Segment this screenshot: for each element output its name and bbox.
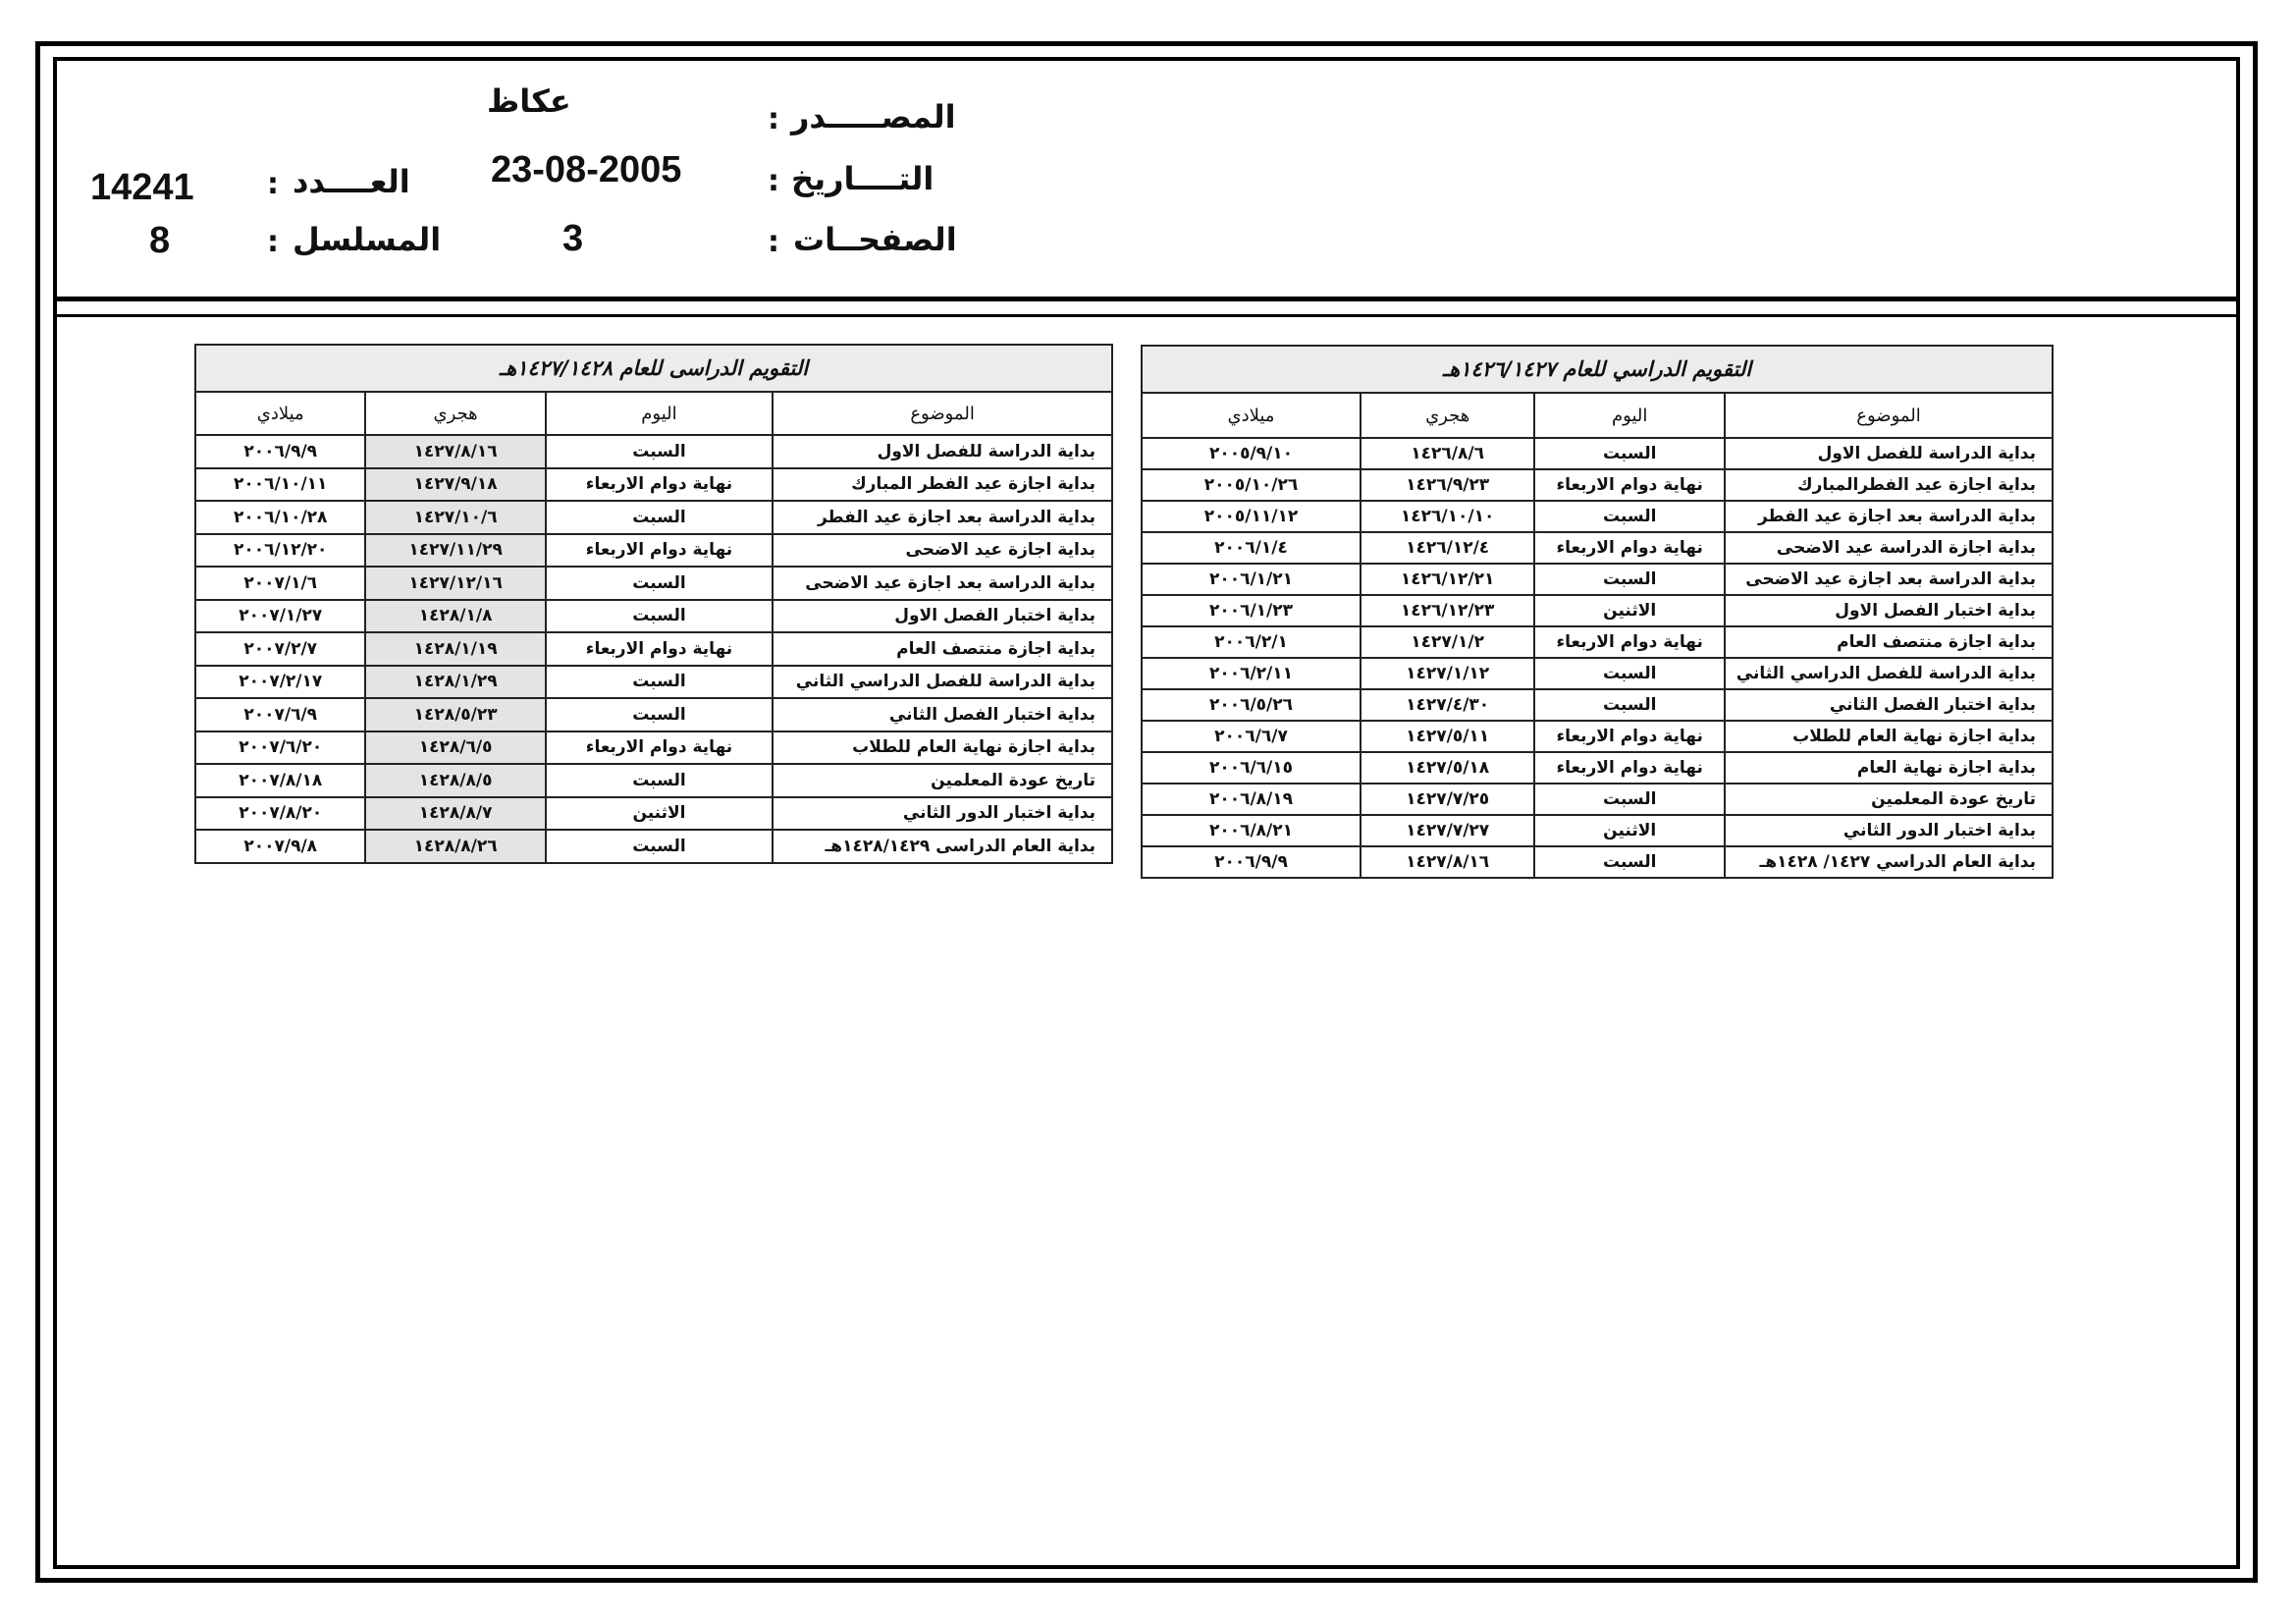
header-divider-thin <box>53 314 2240 317</box>
cell-hijri: ١٤٢٧/٤/٣٠ <box>1361 689 1534 721</box>
cell-day: الاثنين <box>546 797 773 831</box>
cell-hijri: ١٤٢٨/١/٢٩ <box>365 666 545 699</box>
cell-subject: بداية الدراسة للفصل الاول <box>773 435 1112 468</box>
cell-hijri: ١٤٢٧/٧/٢٧ <box>1361 815 1534 846</box>
cell-day: السبت <box>1534 846 1725 878</box>
table-row <box>195 698 1112 731</box>
cell-hijri: ١٤٢٨/٦/٥ <box>365 731 545 765</box>
table-row <box>1142 721 2053 752</box>
table-row <box>1142 564 2053 595</box>
serial-colon: : <box>267 225 279 259</box>
table-row <box>195 534 1112 568</box>
cell-gregorian: ٢٠٠٦/١/٢١ <box>1142 564 1361 595</box>
cell-gregorian: ٢٠٠٧/٨/١٨ <box>195 764 365 797</box>
cell-day: السبت <box>546 501 773 534</box>
cell-day: السبت <box>1534 784 1725 815</box>
serial-label: المسلسل <box>293 221 442 258</box>
cell-subject: بداية اختبار الفصل الاول <box>773 600 1112 633</box>
table-row <box>1142 689 2053 721</box>
column-header-hijri: هجري <box>1361 393 1534 438</box>
calendar-table-1427-1428 <box>194 344 1113 864</box>
cell-gregorian: ٢٠٠٧/٢/٧ <box>195 632 365 666</box>
cell-day: السبت <box>546 567 773 600</box>
table-title: التقويم الدراسى للعام ١٤٢٧/١٤٢٨هـ <box>195 345 1112 392</box>
cell-gregorian: ٢٠٠٦/١٠/١١ <box>195 468 365 502</box>
column-header-gregorian: ميلادي <box>1142 393 1361 438</box>
table-row <box>1142 626 2053 658</box>
cell-subject: بداية العام الدراسى ١٤٢٨/١٤٢٩هـ <box>773 830 1112 863</box>
table-row <box>1142 784 2053 815</box>
cell-gregorian: ٢٠٠٦/٢/١ <box>1142 626 1361 658</box>
cell-hijri: ١٤٢٨/٨/٢٦ <box>365 830 545 863</box>
cell-subject: بداية الدراسة للفصل الدراسي الثاني <box>773 666 1112 699</box>
cell-subject: بداية الدراسة بعد اجازة عيد الاضحى <box>1725 564 2053 595</box>
cell-subject: بداية اختبار الدور الثاني <box>1725 815 2053 846</box>
table-row <box>195 666 1112 699</box>
cell-subject: تاريخ عودة المعلمين <box>773 764 1112 797</box>
table-row <box>195 764 1112 797</box>
cell-day: السبت <box>1534 658 1725 689</box>
table-row <box>1142 595 2053 626</box>
cell-gregorian: ٢٠٠٦/١٢/٢٠ <box>195 534 365 568</box>
cell-gregorian: ٢٠٠٥/٩/١٠ <box>1142 438 1361 469</box>
cell-day: السبت <box>1534 438 1725 469</box>
cell-gregorian: ٢٠٠٥/١٠/٢٦ <box>1142 469 1361 501</box>
cell-gregorian: ٢٠٠٦/٥/٢٦ <box>1142 689 1361 721</box>
table-row <box>195 632 1112 666</box>
cell-gregorian: ٢٠٠٧/١/٢٧ <box>195 600 365 633</box>
cell-subject: بداية الدراسة للفصل الدراسي الثاني <box>1725 658 2053 689</box>
cell-gregorian: ٢٠٠٧/٩/٨ <box>195 830 365 863</box>
issue-label: العــــدد <box>293 163 410 200</box>
cell-gregorian: ٢٠٠٦/٨/٢١ <box>1142 815 1361 846</box>
source-colon: : <box>768 102 779 136</box>
cell-gregorian: ٢٠٠٧/٦/٢٠ <box>195 731 365 765</box>
cell-hijri: ١٤٢٧/٥/١١ <box>1361 721 1534 752</box>
cell-hijri: ١٤٢٧/١٢/١٦ <box>365 567 545 600</box>
cell-day: الاثنين <box>1534 595 1725 626</box>
cell-gregorian: ٢٠٠٦/٨/١٩ <box>1142 784 1361 815</box>
cell-hijri: ١٤٢٧/٥/١٨ <box>1361 752 1534 784</box>
table-row <box>195 435 1112 468</box>
cell-gregorian: ٢٠٠٦/٦/١٥ <box>1142 752 1361 784</box>
table-row <box>1142 815 2053 846</box>
table-row <box>1142 501 2053 532</box>
cell-subject: بداية اجازة عيد الفطرالمبارك <box>1725 469 2053 501</box>
cell-gregorian: ٢٠٠٦/٩/٩ <box>1142 846 1361 878</box>
cell-hijri: ١٤٢٦/٨/٦ <box>1361 438 1534 469</box>
table-row <box>1142 469 2053 501</box>
table-row <box>1142 846 2053 878</box>
cell-hijri: ١٤٢٧/٧/٢٥ <box>1361 784 1534 815</box>
cell-day: السبت <box>546 830 773 863</box>
table-row <box>1142 658 2053 689</box>
table-row <box>1142 438 2053 469</box>
cell-day: نهاية دوام الاربعاء <box>1534 721 1725 752</box>
cell-subject: بداية اختبار الفصل الثاني <box>1725 689 2053 721</box>
table-row <box>195 567 1112 600</box>
table-row <box>195 830 1112 863</box>
column-header-hijri: هجري <box>365 392 545 435</box>
column-header-day: اليوم <box>1534 393 1725 438</box>
date-label: التــــاريخ <box>791 160 934 197</box>
cell-gregorian: ٢٠٠٦/٢/١١ <box>1142 658 1361 689</box>
cell-hijri: ١٤٢٨/٨/٥ <box>365 764 545 797</box>
cell-gregorian: ٢٠٠٦/١/٤ <box>1142 532 1361 564</box>
table-row <box>195 600 1112 633</box>
cell-day: نهاية دوام الاربعاء <box>1534 626 1725 658</box>
cell-hijri: ١٤٢٧/١٠/٦ <box>365 501 545 534</box>
date-colon: : <box>768 164 779 198</box>
cell-gregorian: ٢٠٠٦/١/٢٣ <box>1142 595 1361 626</box>
cell-day: نهاية دوام الاربعاء <box>1534 469 1725 501</box>
cell-subject: بداية الدراسة بعد اجازة عيد الفطر <box>773 501 1112 534</box>
table-row <box>1142 532 2053 564</box>
table-title: التقويم الدراسي للعام ١٤٢٦/١٤٢٧هـ <box>1142 346 2053 393</box>
cell-subject: بداية اختبار الفصل الاول <box>1725 595 2053 626</box>
cell-day: السبت <box>546 435 773 468</box>
cell-subject: بداية اختبار الدور الثاني <box>773 797 1112 831</box>
cell-hijri: ١٤٢٨/٥/٢٣ <box>365 698 545 731</box>
cell-gregorian: ٢٠٠٧/٦/٩ <box>195 698 365 731</box>
cell-gregorian: ٢٠٠٥/١١/١٢ <box>1142 501 1361 532</box>
cell-subject: بداية اجازة نهاية العام <box>1725 752 2053 784</box>
cell-hijri: ١٤٢٦/١٢/٤ <box>1361 532 1534 564</box>
cell-day: نهاية دوام الاربعاء <box>1534 532 1725 564</box>
cell-hijri: ١٤٢٧/٨/١٦ <box>1361 846 1534 878</box>
column-header-subject: الموضوع <box>1725 393 2053 438</box>
cell-gregorian: ٢٠٠٦/١٠/٢٨ <box>195 501 365 534</box>
table-row <box>195 501 1112 534</box>
cell-gregorian: ٢٠٠٧/٢/١٧ <box>195 666 365 699</box>
cell-gregorian: ٢٠٠٦/٩/٩ <box>195 435 365 468</box>
cell-day: الاثنين <box>1534 815 1725 846</box>
column-header-day: اليوم <box>546 392 773 435</box>
header-divider <box>53 297 2240 301</box>
cell-hijri: ١٤٢٦/١٢/٢٣ <box>1361 595 1534 626</box>
cell-day: نهاية دوام الاربعاء <box>546 731 773 765</box>
cell-hijri: ١٤٢٧/١/١٢ <box>1361 658 1534 689</box>
serial-value: 8 <box>149 220 171 261</box>
table-row <box>195 797 1112 831</box>
cell-subject: بداية اجازة منتصف العام <box>1725 626 2053 658</box>
cell-subject: بداية العام الدراسي ١٤٢٧/ ١٤٢٨هـ <box>1725 846 2053 878</box>
cell-subject: بداية الدراسة بعد اجازة عيد الاضحى <box>773 567 1112 600</box>
cell-day: نهاية دوام الاربعاء <box>546 468 773 502</box>
cell-hijri: ١٤٢٨/١/١٩ <box>365 632 545 666</box>
cell-subject: تاريخ عودة المعلمين <box>1725 784 2053 815</box>
cell-day: السبت <box>1534 501 1725 532</box>
cell-gregorian: ٢٠٠٧/١/٦ <box>195 567 365 600</box>
pages-value: 3 <box>562 218 584 259</box>
cell-subject: بداية اجازة عيد الفطر المبارك <box>773 468 1112 502</box>
source-value: عكاظ <box>487 82 571 120</box>
cell-hijri: ١٤٢٧/١١/٢٩ <box>365 534 545 568</box>
table-row <box>195 731 1112 765</box>
calendar-table-1426-1427 <box>1141 345 2054 879</box>
cell-hijri: ١٤٢٧/٩/١٨ <box>365 468 545 502</box>
cell-hijri: ١٤٢٧/١/٢ <box>1361 626 1534 658</box>
table-row <box>195 468 1112 502</box>
cell-gregorian: ٢٠٠٧/٨/٢٠ <box>195 797 365 831</box>
cell-day: نهاية دوام الاربعاء <box>546 534 773 568</box>
cell-day: نهاية دوام الاربعاء <box>1534 752 1725 784</box>
cell-subject: بداية الدراسة للفصل الاول <box>1725 438 2053 469</box>
cell-hijri: ١٤٢٧/٨/١٦ <box>365 435 545 468</box>
cell-hijri: ١٤٢٨/١/٨ <box>365 600 545 633</box>
cell-subject: بداية اجازة منتصف العام <box>773 632 1112 666</box>
cell-subject: بداية اجازة عيد الاضحى <box>773 534 1112 568</box>
cell-day: السبت <box>546 698 773 731</box>
cell-day: السبت <box>1534 689 1725 721</box>
issue-value: 14241 <box>90 167 194 208</box>
cell-day: السبت <box>546 764 773 797</box>
source-label: المصـــــدر <box>791 98 956 135</box>
cell-hijri: ١٤٢٦/٩/٢٣ <box>1361 469 1534 501</box>
cell-subject: بداية اجازة نهاية العام للطلاب <box>1725 721 2053 752</box>
table-row <box>1142 752 2053 784</box>
pages-label: الصفحــات <box>793 221 957 258</box>
cell-subject: بداية اختبار الفصل الثاني <box>773 698 1112 731</box>
pages-colon: : <box>768 225 779 259</box>
cell-subject: بداية اجازة الدراسة عيد الاضحى <box>1725 532 2053 564</box>
cell-day: السبت <box>546 600 773 633</box>
cell-day: نهاية دوام الاربعاء <box>546 632 773 666</box>
cell-gregorian: ٢٠٠٦/٦/٧ <box>1142 721 1361 752</box>
issue-colon: : <box>267 167 279 201</box>
cell-hijri: ١٤٢٦/١٠/١٠ <box>1361 501 1534 532</box>
date-value: 23-08-2005 <box>491 149 682 190</box>
cell-subject: بداية اجازة نهاية العام للطلاب <box>773 731 1112 765</box>
column-header-gregorian: ميلادي <box>195 392 365 435</box>
column-header-subject: الموضوع <box>773 392 1112 435</box>
cell-day: السبت <box>546 666 773 699</box>
cell-day: السبت <box>1534 564 1725 595</box>
cell-subject: بداية الدراسة بعد اجازة عيد الفطر <box>1725 501 2053 532</box>
cell-hijri: ١٤٢٨/٨/٧ <box>365 797 545 831</box>
cell-hijri: ١٤٢٦/١٢/٢١ <box>1361 564 1534 595</box>
